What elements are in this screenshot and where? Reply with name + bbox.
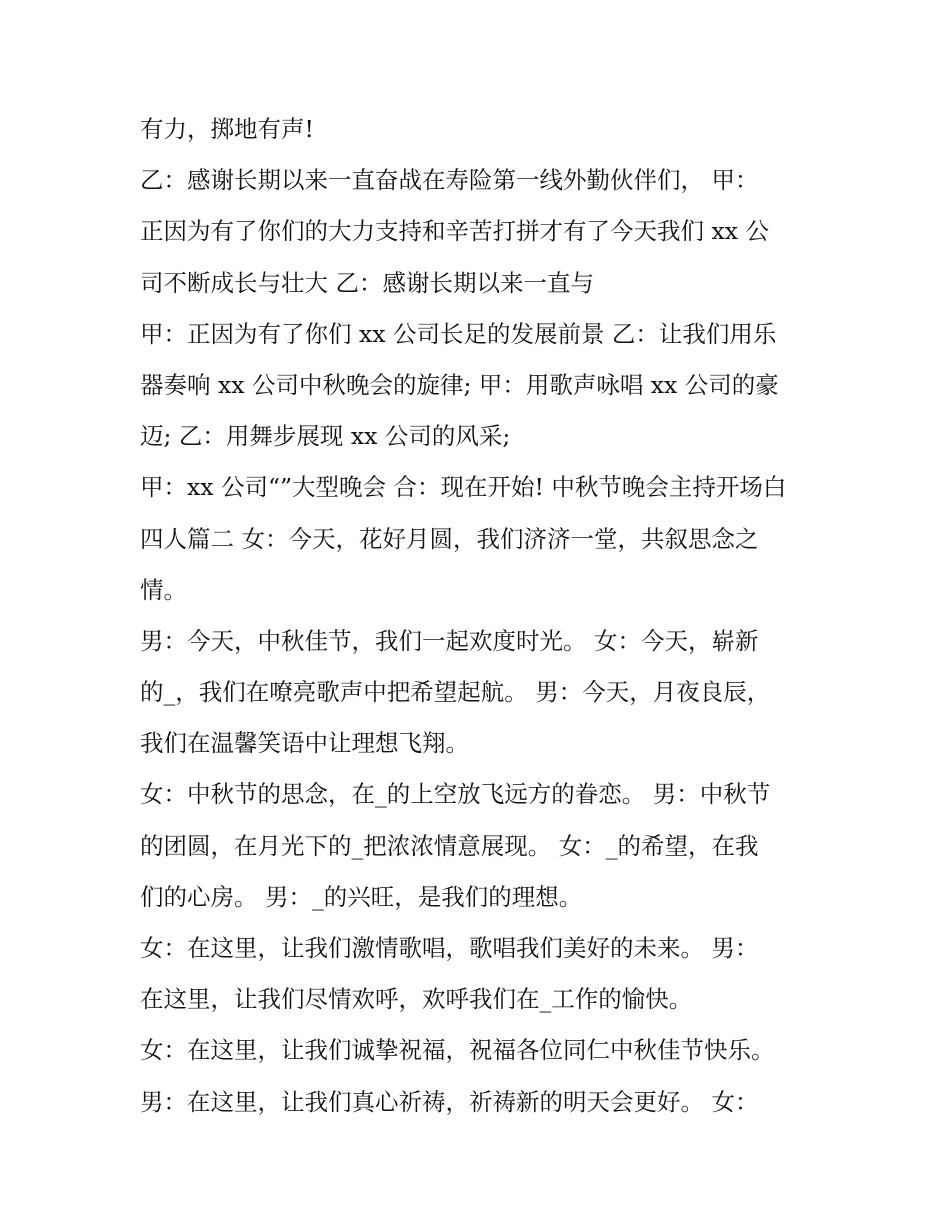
document-body xyxy=(140,104,820,1128)
text-line-7: 迈; 乙：用舞步展现 xx 公司的风采; xyxy=(140,422,511,451)
text-line-12: 的_，我们在嘹亮歌声中把希望起航。 男：今天，月夜良辰， xyxy=(140,678,771,707)
text-line-18: 在这里，让我们尽情欢呼，欢呼我们在_工作的愉快。 xyxy=(140,985,693,1014)
text-line-17: 女：在这里，让我们激情歌唱，歌唱我们美好的未来。 男： xyxy=(140,934,759,962)
text-line-9: 四人篇二 女：今天，花好月圆，我们济济一堂，共叙思念之 xyxy=(140,524,759,553)
text-line-10: 情。 xyxy=(140,575,187,604)
text-line-6: 器奏响 xx 公司中秋晚会的旋律; 甲：用歌声咏唱 xx 公司的豪 xyxy=(140,370,779,399)
text-line-16: 们的心房。 男：_的兴旺，是我们的理想。 xyxy=(140,882,583,911)
text-line-5: 甲：正因为有了你们 xx 公司长足的发展前景 乙：让我们用乐 xyxy=(140,319,777,348)
text-line-1: 有力，掷地有声! xyxy=(140,115,314,143)
text-line-20: 男：在这里，让我们真心祈祷，祈祷新的明天会更好。 女： xyxy=(140,1087,759,1116)
text-line-3: 正因为有了你们的大力支持和辛苦打拼才有了今天我们 xx 公 xyxy=(140,217,769,246)
text-line-2: 乙：感谢长期以来一直奋战在寿险第一线外勤伙伴们， 甲： xyxy=(140,166,759,195)
text-line-8: 甲：xx 公司“”大型晚会 合：现在开始! 中秋节晚会主持开场白 xyxy=(140,473,787,502)
text-line-15: 的团圆，在月光下的_把浓浓情意展现。 女：_的希望，在我 xyxy=(140,831,759,860)
text-line-13: 我们在温馨笑语中让理想飞翔。 xyxy=(140,729,469,758)
text-line-14: 女：中秋节的思念，在_的上空放飞远方的眷恋。 男：中秋节 xyxy=(140,780,771,809)
text-line-19: 女：在这里，让我们诚挚祝福，祝福各位同仁中秋佳节快乐。 xyxy=(140,1036,775,1065)
text-line-4: 司不断成长与壮大 乙：感谢长期以来一直与 xyxy=(140,268,594,297)
text-line-11: 男：今天，中秋佳节，我们一起欢度时光。 女：今天，崭新 xyxy=(140,626,759,655)
